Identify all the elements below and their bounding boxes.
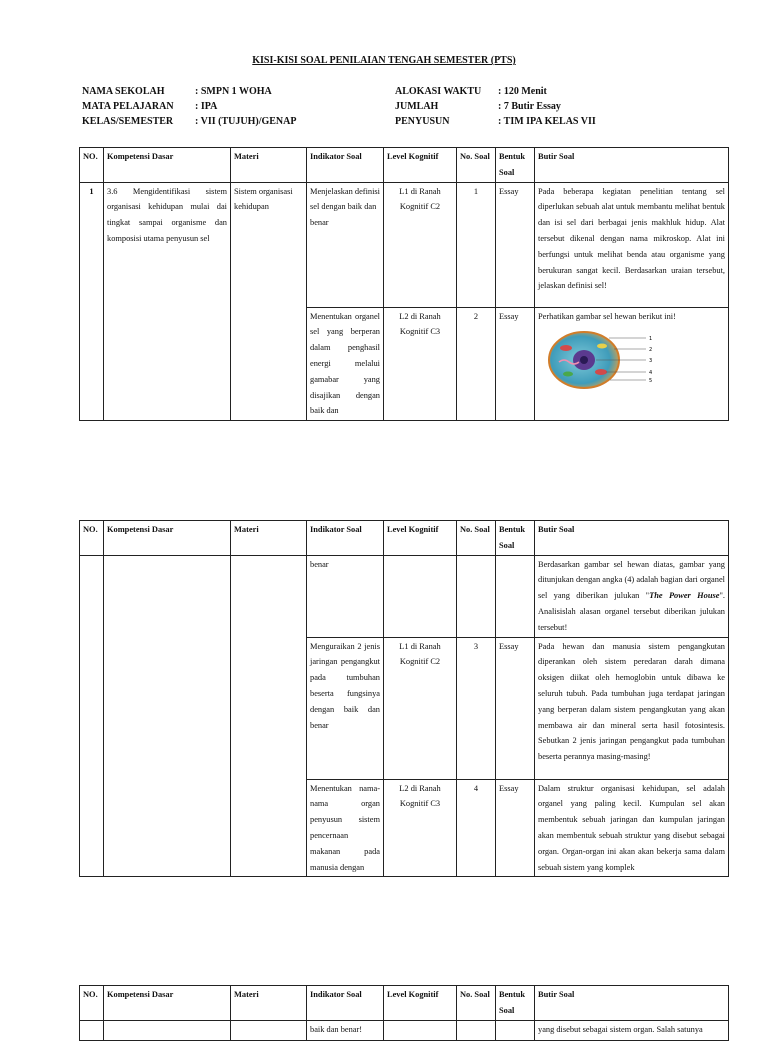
animal-cell-figure	[544, 324, 664, 394]
butir-soal-cell: Pada beberapa kegiatan penelitian tentang sel diperlukan sebuah alat untuk membantu melihat bentuk dan isi sel dari berbagai jenis makhluk hidup. Alat tersebut dikenal dengan nama mikroskop. Alat ini berfungsi untuk melihat benda atau organisme yang berukuran sangat kecil. Berdasarkan uraian tersebut, jelaskan definisi sel!	[535, 182, 729, 307]
indikator-cell: Menguraikan 2 jenis jaringan pengangkut pada tumbuhan beserta fungsinya dengan baik dan benar	[307, 637, 384, 779]
no-soal-cell: 2	[457, 307, 496, 421]
table-row	[80, 555, 729, 637]
meta-row	[82, 114, 296, 129]
bentuk-cell	[496, 1020, 535, 1040]
header-bentuk: Bentuk Soal	[496, 521, 535, 556]
kisi-table-page-1	[79, 147, 729, 421]
document-title: KISI-KISI SOAL PENILAIAN TENGAH SEMESTER (PTS)	[252, 55, 516, 66]
indikator-cell: baik dan benar!	[307, 1020, 384, 1040]
materi-cell	[231, 1020, 307, 1040]
butir-soal-cell: Pada hewan dan manusia sistem pengangkutan diperankan oleh sistem peredaran darah dimana oksigen diikat oleh hemoglobin untuk dibawa ke seluruh tubuh. Pada tumbuhan juga terdapat jaringan yang berperan dalam sistem pengangkutan yang akan membawa air dan mineral serta hasil fotosintesis. Sebutkan 2 jenis jaringan pengangkut pada tumbuhan beserta perannya masing-masing!	[535, 637, 729, 779]
figure-label: 3	[649, 358, 653, 365]
meta-label: NAMA SEKOLAH	[82, 86, 165, 97]
meta-value: : TIM IPA KELAS VII	[498, 116, 596, 127]
meta-row	[395, 99, 596, 114]
meta-label: KELAS/SEMESTER	[82, 116, 174, 127]
level-cell: L1 di Ranah Kognitif C2	[384, 182, 457, 307]
header-level: Level Kognitif	[384, 986, 457, 1021]
bentuk-cell: Essay	[496, 779, 535, 877]
header-indikator: Indikator Soal	[307, 986, 384, 1021]
header-no-soal: No. Soal	[457, 521, 496, 556]
meta-right	[395, 84, 596, 129]
butir-text-part: Berdasarkan gambar sel hewan diatas, gambar yang ditunjukan dengan angka (4) adalah bagian dari organel sel yang diberikan julukan "	[538, 559, 725, 601]
header-butir: Butir Soal	[535, 148, 729, 183]
meta-label: PENYUSUN	[395, 116, 450, 127]
header-bentuk: Bentuk Soal	[496, 986, 535, 1021]
butir-emphasis: The Power House	[649, 591, 720, 601]
meta-label: MATA PELAJARAN	[82, 101, 174, 112]
meta-value: : VII (TUJUH)/GENAP	[195, 116, 297, 127]
header-bentuk: Bentuk Soal	[496, 148, 535, 183]
kompetensi-dasar-cell	[104, 555, 231, 877]
header-level: Level Kognitif	[384, 148, 457, 183]
header-kompetensi-dasar: Kompetensi Dasar	[104, 521, 231, 556]
level-cell	[384, 555, 457, 637]
kisi-table-page-2	[79, 520, 729, 877]
header-indikator: Indikator Soal	[307, 148, 384, 183]
row-number	[80, 555, 104, 877]
header-indikator: Indikator Soal	[307, 521, 384, 556]
butir-soal-cell	[535, 307, 729, 421]
meta-value: : 120 Menit	[498, 86, 547, 97]
table-row	[80, 182, 729, 307]
bentuk-cell: Essay	[496, 182, 535, 307]
table-header-row	[80, 148, 729, 183]
bentuk-cell: Essay	[496, 637, 535, 779]
butir-soal-cell	[535, 555, 729, 637]
header-no: NO.	[80, 521, 104, 556]
table-header-row	[80, 521, 729, 556]
materi-cell: Sistem organisasi kehidupan	[231, 182, 307, 421]
no-soal-cell: 3	[457, 637, 496, 779]
table-header-row	[80, 986, 729, 1021]
no-soal-cell	[457, 1020, 496, 1040]
bentuk-cell	[496, 555, 535, 637]
level-cell	[384, 1020, 457, 1040]
meta-row	[395, 84, 596, 99]
figure-label: 2	[649, 347, 653, 354]
indikator-cell: Menentukan organel sel yang berperan dalam penghasil energi melalui gamabar yang disajikan dengan baik dan	[307, 307, 384, 421]
header-materi: Materi	[231, 986, 307, 1021]
butir-soal-text: Perhatikan gambar sel hewan berikut ini!	[538, 311, 676, 321]
header-kompetensi-dasar: Kompetensi Dasar	[104, 986, 231, 1021]
header-no-soal: No. Soal	[457, 986, 496, 1021]
indikator-cell: benar	[307, 555, 384, 637]
level-cell: L2 di Ranah Kognitif C3	[384, 779, 457, 877]
row-number	[80, 1020, 104, 1040]
meta-value: : 7 Butir Essay	[498, 101, 561, 112]
no-soal-cell: 4	[457, 779, 496, 877]
meta-row	[82, 84, 296, 99]
meta-value: : SMPN 1 WOHA	[195, 86, 272, 97]
figure-label: 1	[649, 336, 653, 343]
butir-text-part: ". Analisislah alasan organel tersebut diberikan julukan tersebut!	[538, 591, 725, 632]
no-soal-cell: 1	[457, 182, 496, 307]
row-number: 1	[80, 182, 104, 421]
materi-cell	[231, 555, 307, 877]
figure-label: 4	[649, 370, 653, 377]
header-materi: Materi	[231, 148, 307, 183]
kompetensi-dasar-cell: 3.6 Mengidentifikasi sistem organisasi kehidupan mulai dai tingkat sampai organisme dan komposisi utama penyusun sel	[104, 182, 231, 421]
header-butir: Butir Soal	[535, 521, 729, 556]
level-cell: L2 di Ranah Kognitif C3	[384, 307, 457, 421]
meta-row	[395, 114, 596, 129]
header-no-soal: No. Soal	[457, 148, 496, 183]
kompetensi-dasar-cell	[104, 1020, 231, 1040]
table-row	[80, 1020, 729, 1040]
meta-left	[82, 84, 296, 129]
butir-soal-cell: yang disebut sebagai sistem organ. Salah satunya	[535, 1020, 729, 1040]
butir-soal-cell: Dalam struktur organisasi kehidupan, sel adalah organel yang paling kecil. Kumpulan sel akan membentuk sebuah jaringan dan kumpulan jaringan akan membentuk sebuah struktur yang disebut sebagai organ. Organ-organ ini akan akan bekerja sama dalam sebuah sistem yang komplek	[535, 779, 729, 877]
meta-label: JUMLAH	[395, 101, 439, 112]
kisi-table-page-3	[79, 985, 729, 1041]
indikator-cell: Menjelaskan definisi sel dengan baik dan benar	[307, 182, 384, 307]
header-kompetensi-dasar: Kompetensi Dasar	[104, 148, 231, 183]
header-level: Level Kognitif	[384, 521, 457, 556]
header-no: NO.	[80, 148, 104, 183]
level-cell: L1 di Ranah Kognitif C2	[384, 637, 457, 779]
no-soal-cell	[457, 555, 496, 637]
indikator-cell: Menentukan nama-nama organ penyusun sistem pencernaan makanan pada manusia dengan	[307, 779, 384, 877]
header-butir: Butir Soal	[535, 986, 729, 1021]
bentuk-cell: Essay	[496, 307, 535, 421]
figure-label: 5	[649, 378, 653, 385]
meta-label: ALOKASI WAKTU	[395, 86, 482, 97]
header-materi: Materi	[231, 521, 307, 556]
meta-row	[82, 99, 296, 114]
meta-value: : IPA	[195, 101, 218, 112]
header-no: NO.	[80, 986, 104, 1021]
